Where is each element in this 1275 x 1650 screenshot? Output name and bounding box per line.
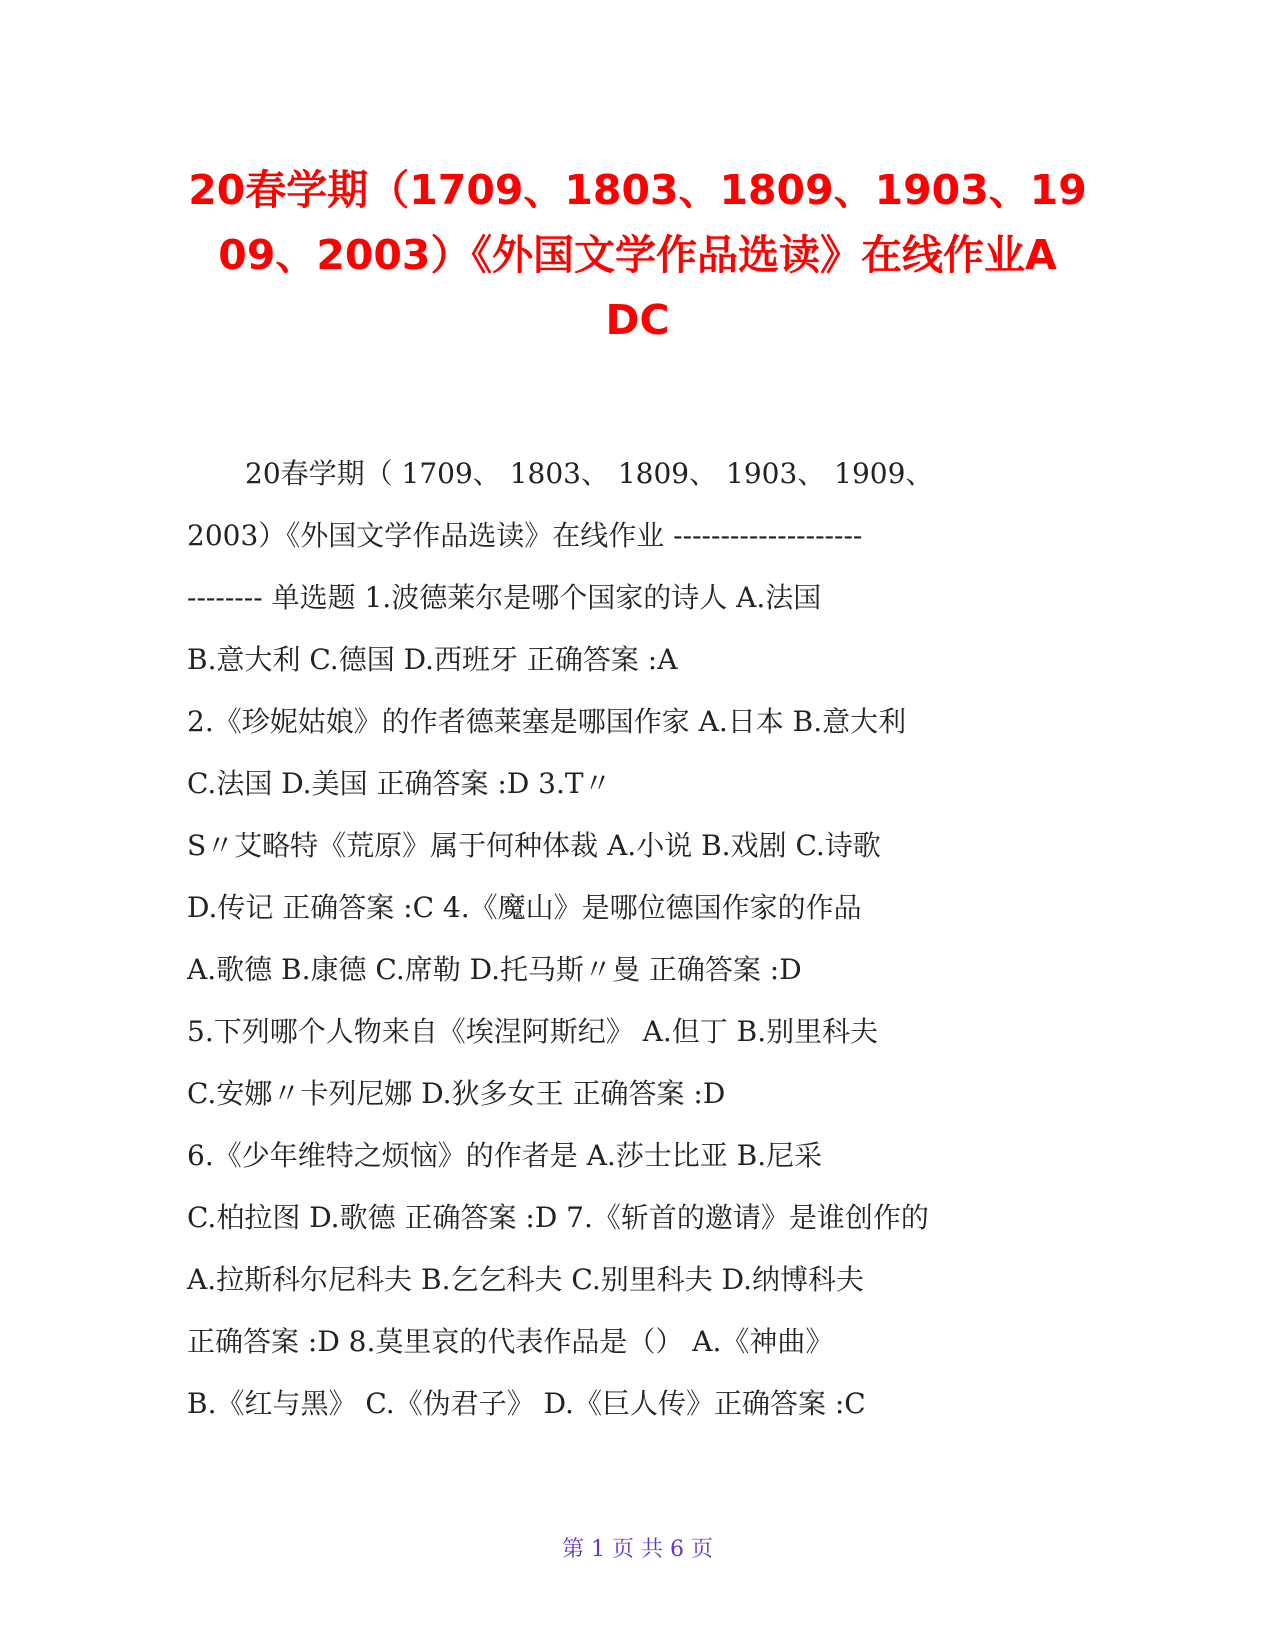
body-line: C.安娜〃卡列尼娜 D.狄多女王 正确答案 :D [187,1077,726,1110]
page-footer: 第 1 页 共 6 页 [562,1537,713,1562]
body-line: D.传记 正确答案 :C 4.《魔山》是哪位德国作家的作品 [187,891,862,924]
body-line: C.法国 D.美国 正确答案 :D 3.T〃 [187,767,612,800]
title-line: DC [605,296,670,344]
body-line: 5.下列哪个人物来自《埃涅阿斯纪》 A.但丁 B.别里科夫 [187,1015,879,1048]
body-line: 正确答案 :D 8.莫里哀的代表作品是（） A.《神曲》 [187,1325,834,1358]
title-line: 20春学期（1709、1803、1809、1903、19 [188,166,1087,214]
body-line: S〃艾略特《荒原》属于何种体裁 A.小说 B.戏剧 C.诗歌 [187,829,881,862]
body-line: A.歌德 B.康德 C.席勒 D.托马斯〃曼 正确答案 :D [187,953,802,986]
title-line: 09、2003）《外国文学作品选读》在线作业A [218,231,1057,279]
body-line: 20春学期（ 1709、 1803、 1809、 1903、 1909、 [245,457,934,490]
body-line: 6.《少年维特之烦恼》的作者是 A.莎士比亚 B.尼采 [187,1139,823,1172]
body-line: A.拉斯科尔尼科夫 B.乞乞科夫 C.别里科夫 D.纳博科夫 [187,1263,864,1296]
body-line: C.柏拉图 D.歌德 正确答案 :D 7.《斩首的邀请》是谁创作的 [187,1201,929,1234]
document-body [187,443,1087,1435]
body-line: B.意大利 C.德国 D.西班牙 正确答案 :A [187,643,678,676]
body-line: 2003）《外国文学作品选读》在线作业 -------------------- [187,519,863,552]
document-title [180,158,1095,353]
body-line: -------- 单选题 1.波德莱尔是哪个国家的诗人 A.法国 [187,581,822,614]
body-line: B.《红与黑》 C.《伪君子》 D.《巨人传》正确答案 :C [187,1387,866,1420]
body-line: 2.《珍妮姑娘》的作者德莱塞是哪国作家 A.日本 B.意大利 [187,705,907,738]
